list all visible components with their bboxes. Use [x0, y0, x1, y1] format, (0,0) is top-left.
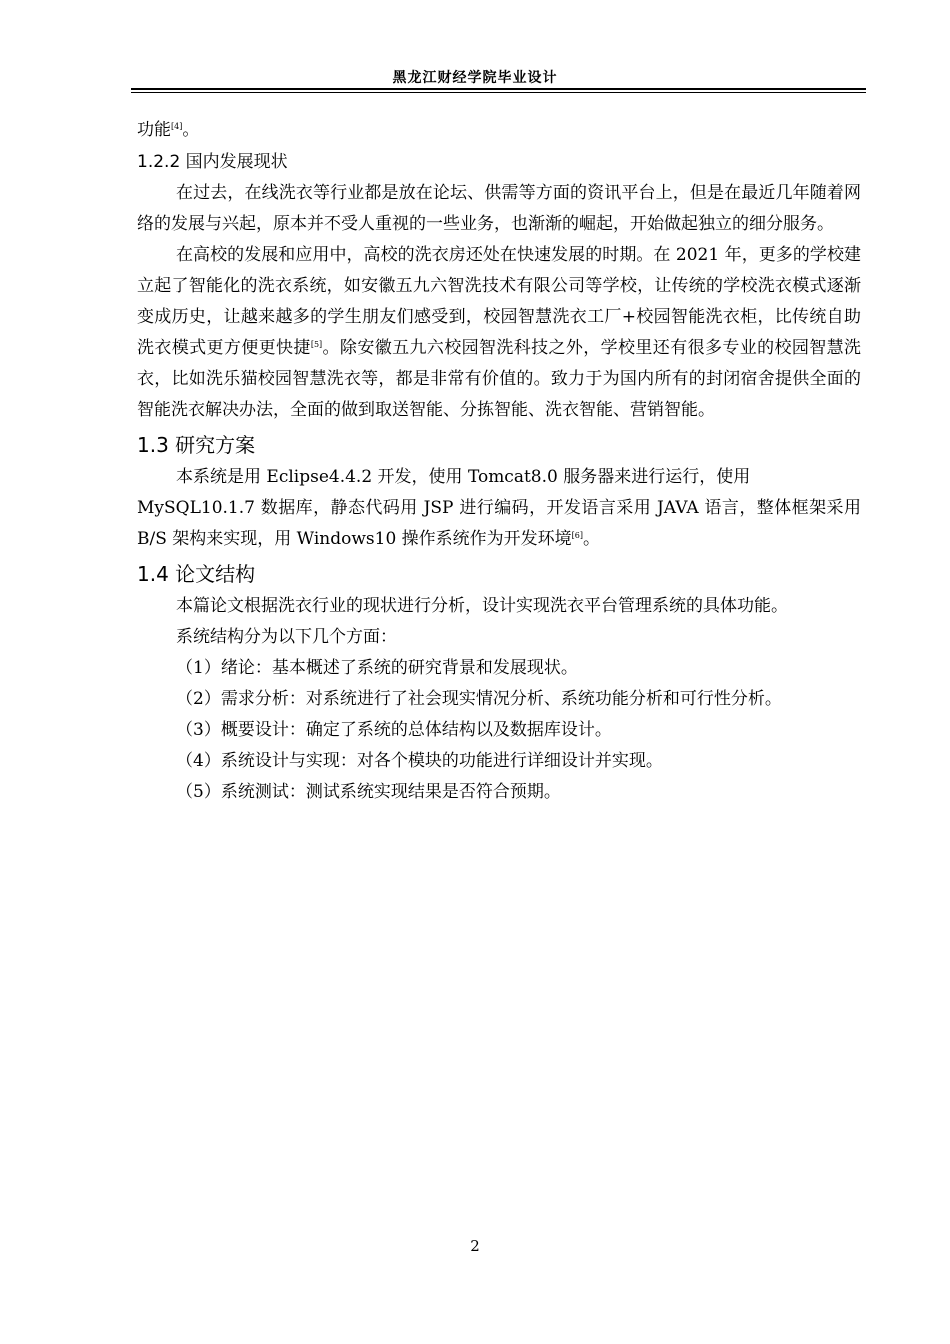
- section-heading-1-3: 1.3 研究方案: [137, 433, 256, 457]
- header-rule-thick: [131, 88, 866, 90]
- section-heading-1-2-2: 1.2.2 国内发展现状: [137, 152, 288, 172]
- paragraph: 系统结构分为以下几个方面：: [176, 627, 397, 647]
- running-header: 黑龙江财经学院毕业设计: [392, 70, 558, 86]
- list-item: （3）概要设计：确定了系统的总体结构以及数据库设计。: [176, 720, 612, 740]
- header-rule-thin: [131, 92, 866, 93]
- section-heading-1-4: 1.4 论文结构: [137, 562, 256, 586]
- paragraph-continuation: [137, 115, 861, 146]
- citation: [6]: [571, 531, 584, 540]
- paragraph: 在过去，在线洗衣等行业都是放在论坛、供需等方面的资讯平台上，但是在最近几年随着网络的发展与兴起，原本并不受人重视的一些业务，也渐渐的崛起，开始做起独立的细分服务。: [137, 183, 861, 234]
- text-span: 功能: [137, 120, 171, 140]
- text-span: 在高校的发展和应用中，高校的洗衣房还处在快速发展的时期。在 2021 年，更多的学校建立起了智能化的洗衣系统，如安徽五九六智洗技术有限公司等学校，让传统的学校洗衣模式逐渐变成历史，让越来越多的学生朋友们感受到，校园智慧洗衣工厂+校园智能洗衣柜，比传统自助洗衣模式更方便更快捷: [137, 245, 861, 358]
- paragraph: 本篇论文根据洗衣行业的现状进行分析，设计实现洗衣平台管理系统的具体功能。: [176, 596, 788, 616]
- list-item: （5）系统测试：测试系统实现结果是否符合预期。: [176, 782, 561, 802]
- text-span: MySQL10.1.7 数据库，静态代码用 JSP 进行编码，开发语言采用 JAVA 语言，整体框架采用 B/S 架构来实现，用 Windows10 操作系统作为开发环境: [137, 498, 861, 549]
- body-text: [137, 115, 861, 808]
- paragraph: [137, 240, 861, 426]
- list-item: （4）系统设计与实现：对各个模块的功能进行详细设计并实现。: [176, 751, 663, 771]
- list-item: （2）需求分析：对系统进行了社会现实情况分析、系统功能分析和可行性分析。: [176, 689, 782, 709]
- list-item: （1）绪论：基本概述了系统的研究背景和发展现状。: [176, 658, 578, 678]
- citation: [4]: [171, 122, 183, 131]
- page-number: 2: [470, 1237, 480, 1255]
- text-span: 。: [583, 529, 601, 549]
- text-span: 。除安徽五九六校园智洗科技之外，学校里还有很多专业的校园智慧洗衣，比如洗乐猫校园智慧洗衣等，都是非常有价值的。致力于为国内所有的封闭宿舍提供全面的智能洗衣解决办法，全面的做到取送智能、分拣智能、洗衣智能、营销智能。: [137, 338, 862, 420]
- text-span: 。: [182, 120, 200, 140]
- paragraph: 本系统是用 Eclipse4.4.2 开发，使用 Tomcat8.0 服务器来进行运行，使用: [176, 467, 751, 487]
- paragraph: [137, 493, 861, 555]
- citation: [5]: [310, 340, 323, 349]
